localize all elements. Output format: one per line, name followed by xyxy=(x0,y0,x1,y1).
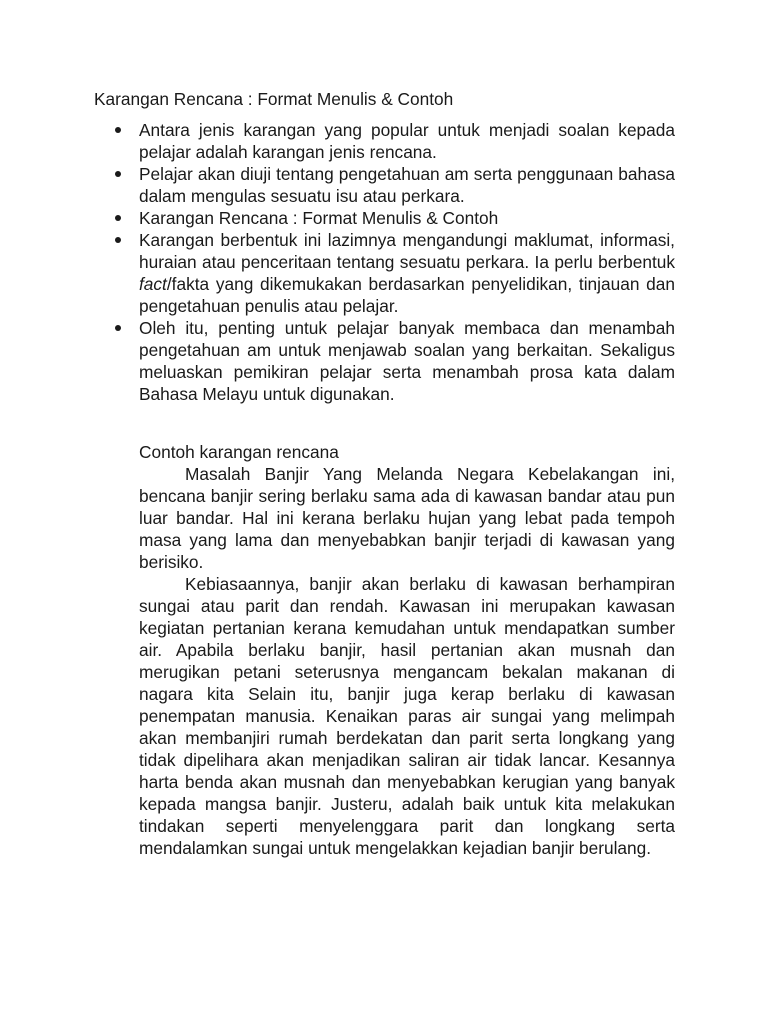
bullet-list xyxy=(139,119,675,405)
bullet-dot-icon xyxy=(115,171,121,177)
bullet-item xyxy=(139,317,675,405)
bullet-text-italic: fact xyxy=(139,274,167,294)
sample-paragraph: Kebiasaannya, banjir akan berlaku di kawasan berhampiran sungai atau parit dan rendah. Kawasan ini merupakan kawasan kegiatan pertanian kerana kemudahan untuk mendapatkan sumber air. Apabila berlaku banjir, hasil pertanian akan musnah dan merugikan petani seterusnya mengancam bekalan makanan di nagara kita Selain itu, banjir juga kerap berlaku di kawasan penempatan manusia. Kenaikan paras air sungai yang melimpah akan membanjiri rumah berdekatan dan parit serta longkang yang tidak dipelihara akan menjadikan saliran air tidak lancar. Kesannya harta benda akan musnah dan menyebabkan kerugian yang banyak kepada mangsa banjir. Justeru, adalah baik untuk kita melakukan tindakan seperti menyelenggara parit dan longkang serta mendalamkan sungai untuk mengelakkan kejadian banjir berulang. xyxy=(139,574,675,858)
bullet-item xyxy=(139,119,675,163)
sample-paragraph: Masalah Banjir Yang Melanda Negara Kebelakangan ini, bencana banjir sering berlaku sama ada di kawasan bandar atau pun luar bandar. Hal ini kerana berlaku hujan yang lebat pada tempoh masa yang lama dan menyebabkan banjir terjadi di kawasan yang berisiko. xyxy=(139,464,675,572)
bullet-text: Pelajar akan diuji tentang pengetahuan am serta penggunaan bahasa dalam mengulas sesuatu isu atau perkara. xyxy=(139,164,675,206)
bullet-dot-icon xyxy=(115,325,121,331)
bullet-item xyxy=(139,207,675,229)
bullet-text: Antara jenis karangan yang popular untuk menjadi soalan kepada pelajar adalah karangan jenis rencana. xyxy=(139,120,675,162)
bullet-item xyxy=(139,163,675,207)
sample-essay xyxy=(139,441,675,859)
bullet-dot-icon xyxy=(115,237,121,243)
bullet-text-after: /fakta yang dikemukakan berdasarkan penyelidikan, tinjauan dan pengetahuan penulis atau pelajar. xyxy=(139,274,675,316)
bullet-text: Karangan Rencana : Format Menulis & Contoh xyxy=(139,208,499,228)
bullet-text-before: Karangan berbentuk ini lazimnya mengandungi maklumat, informasi, huraian atau penceritaan tentang sesuatu perkara. Ia perlu berbentuk xyxy=(139,230,675,272)
bullet-text: Oleh itu, penting untuk pelajar banyak membaca dan menambah pengetahuan am untuk menjawab soalan yang berkaitan. Sekaligus meluaskan pemikiran pelajar serta menambah prosa kata dalam Bahasa Melayu untuk digunakan. xyxy=(139,318,675,404)
bullet-dot-icon xyxy=(115,127,121,133)
sample-heading: Contoh karangan rencana xyxy=(139,442,339,462)
document-title: Karangan Rencana : Format Menulis & Contoh xyxy=(94,89,454,109)
bullet-item xyxy=(139,229,675,317)
bullet-dot-icon xyxy=(115,215,121,221)
